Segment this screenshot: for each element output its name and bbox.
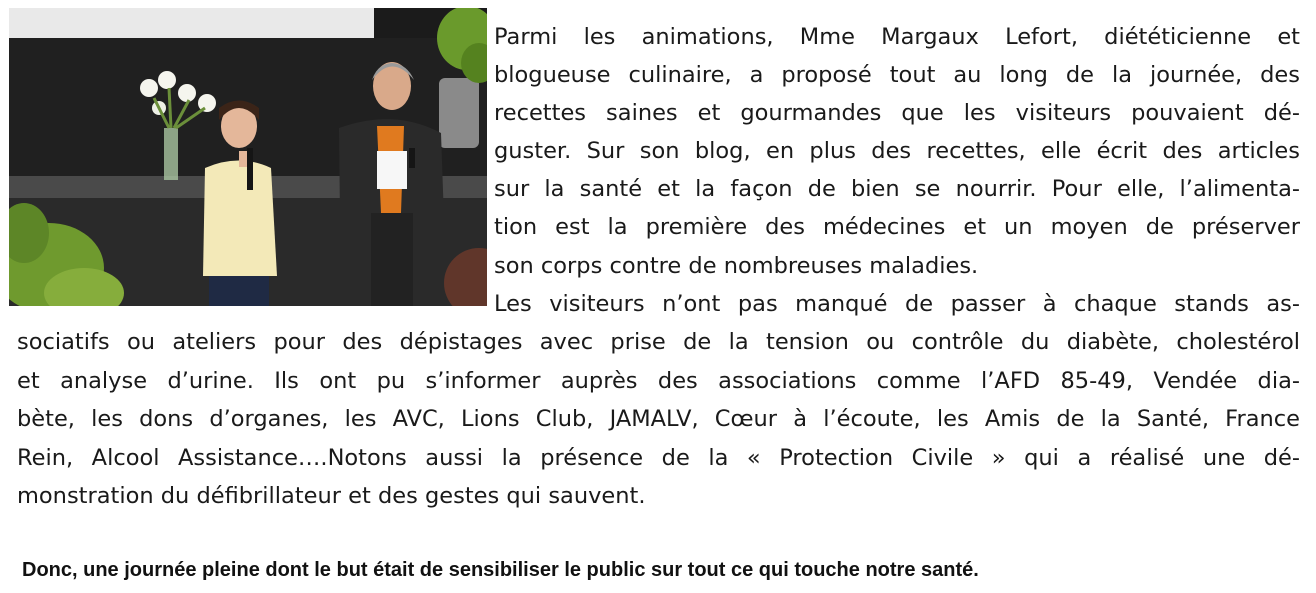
stage-scene-image	[9, 8, 487, 306]
article-line-12: Rein, Alcool Assistance….Notons aussi la présence de la « Protection Civile » qui a réalisé une dé-	[17, 445, 1300, 471]
article-line-4: guster. Sur son blog, en plus des recettes, elle écrit des articles	[494, 138, 1300, 164]
article-photo	[9, 8, 487, 306]
conclusion-sentence: Donc, une journée pleine dont le but était de sensibiliser le public sur tout ce qui touche notre santé.	[22, 559, 979, 581]
article-line-1: Parmi les animations, Mme Margaux Lefort, diététicienne et	[494, 24, 1300, 50]
microphone	[247, 148, 253, 190]
article-line-8: Les visiteurs n’ont pas manqué de passer à chaque stands as-	[494, 291, 1300, 317]
article-line-6: tion est la première des médecines et un moyen de préserver	[494, 214, 1300, 240]
chair	[439, 78, 479, 148]
paper-sheet	[377, 151, 407, 189]
article-line-3: recettes saines et gourmandes que les visiteurs pouvaient dé-	[494, 100, 1300, 126]
projection-screen	[9, 8, 374, 38]
article-line-10: et analyse d’urine. Ils ont pu s’informer auprès des associations comme l’AFD 85-49, Vendée dia-	[17, 368, 1300, 394]
article-line-5: sur la santé et la façon de bien se nourrir. Pour elle, l’alimenta-	[494, 176, 1300, 202]
article-line-7: son corps contre de nombreuses maladies.	[494, 253, 979, 279]
article-line-11: bète, les dons d’organes, les AVC, Lions Club, JAMALV, Cœur à l’écoute, les Amis de la Santé, France	[17, 406, 1300, 432]
article-line-2: blogueuse culinaire, a proposé tout au long de la journée, des	[494, 62, 1300, 88]
vase	[164, 128, 178, 180]
article-line-13: monstration du défibrillateur et des gestes qui sauvent.	[17, 483, 646, 509]
article-line-9: sociatifs ou ateliers pour des dépistages avec prise de la tension ou contrôle du diabète, cholestérol	[17, 329, 1300, 355]
